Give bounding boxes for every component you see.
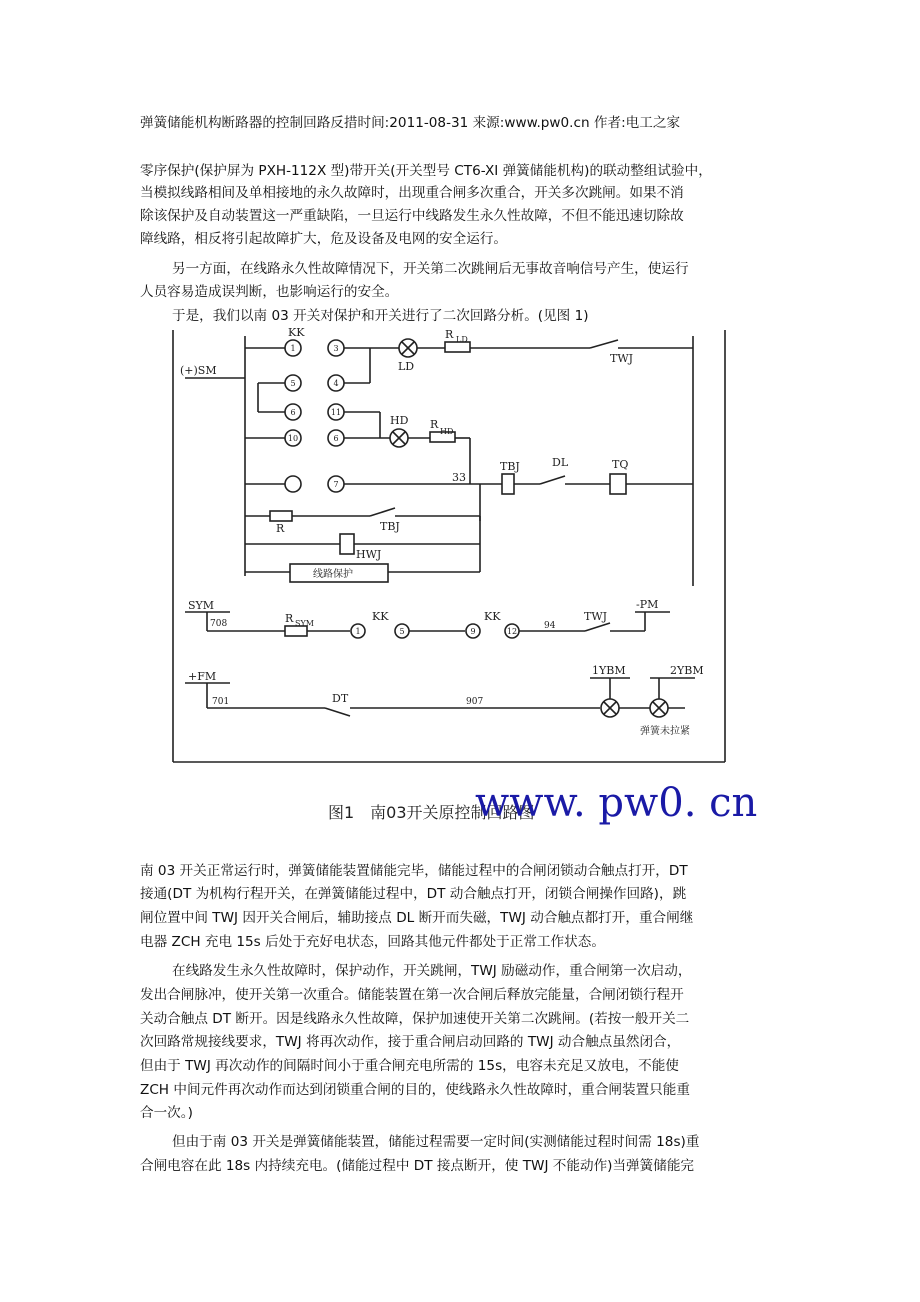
contact-num: 1	[355, 627, 361, 636]
body-line: 南 03 开关正常运行时，弹簧储能装置储能完毕，储能过程中的合闸闭锁动合触点打开，DT	[140, 863, 688, 879]
body-line: 在线路发生永久性故障时，保护动作，开关跳闸，TWJ 励磁动作，重合闸第一次启动，	[172, 963, 692, 979]
contact-num: 5	[399, 627, 405, 636]
label-rld-sub: LD	[456, 335, 468, 344]
resistor-r	[270, 511, 292, 521]
page-title: 弹簧储能机构断路器的控制回路反措时间:2011-08-31 来源:www.pw0.cn 作者:电工之家	[140, 115, 681, 131]
body-line: 合一次。)	[140, 1105, 193, 1121]
intro-line: 人员容易造成误判断，也影响运行的安全。	[140, 284, 399, 300]
label-rsym-sub: SYM	[295, 619, 314, 628]
watermark: www. pw0. cn	[475, 780, 758, 826]
contact-num: 12	[506, 627, 518, 636]
contact-num: 7	[333, 480, 339, 489]
body-line: 关动合触点 DT 断开。因是线路永久性故障，保护加速使开关第二次跳闸。(若按一般开关二	[140, 1011, 690, 1027]
label-spring-not-loaded: 弹簧未拉紧	[640, 726, 690, 737]
body-line: ZCH 中间元件再次动作而达到闭锁重合闸的目的，使线路永久性故障时，重合闸装置只能重	[140, 1082, 690, 1098]
contact-6c	[285, 476, 301, 492]
contact-twj2	[585, 623, 610, 631]
label-701: 701	[212, 697, 230, 707]
label-rhd: R	[430, 418, 439, 431]
label-hd: HD	[390, 414, 409, 427]
intro-line: 于是，我们以南 03 开关对保护和开关进行了二次回路分析。(见图 1)	[172, 308, 589, 324]
body-line: 次回路常规接线要求，TWJ 将再次动作，接于重合闸启动回路的 TWJ 动合触点虽然闭合，	[140, 1034, 681, 1050]
label-1ybm: 1YBM	[592, 664, 626, 677]
label-twj2: TWJ	[584, 610, 608, 623]
label-plus-fm: +FM	[188, 670, 217, 683]
label-2ybm: 2YBM	[670, 664, 704, 677]
body-line: 闸位置中间 TWJ 因开关合闸后，辅助接点 DL 断开而失磁，TWJ 动合触点都打开，重合闸继	[140, 910, 694, 926]
label-dl: DL	[552, 456, 569, 469]
label-r: R	[276, 522, 285, 535]
label-907: 907	[466, 697, 484, 707]
contact-num: 6	[333, 434, 339, 443]
label-hwj: HWJ	[356, 548, 382, 561]
relay-hwj	[340, 534, 354, 554]
label-twj: TWJ	[610, 352, 634, 365]
contact-num: 1	[290, 344, 296, 353]
relay-tbj	[502, 474, 514, 494]
label-sym: SYM	[188, 599, 215, 612]
coil-tq	[610, 474, 626, 494]
intro-line: 当模拟线路相间及单相接地的永久故障时，出现重合闸多次重合，开关多次跳闸。如果不消	[140, 185, 684, 201]
label-kk2: KK	[372, 610, 389, 623]
label-ld: LD	[398, 360, 415, 373]
body-line: 但由于南 03 开关是弹簧储能装置，储能过程需要一定时间(实测储能过程时间需 18s)重	[172, 1134, 700, 1150]
label-tbj2: TBJ	[380, 520, 400, 533]
body-line: 电器 ZCH 充电 15s 后处于充好电状态，回路其他元件都处于正常工作状态。	[140, 934, 605, 950]
label-minus-pm: -PM	[636, 598, 659, 611]
label-708: 708	[210, 619, 228, 629]
body-line: 接通(DT 为机构行程开关，在弹簧储能过程中，DT 动合触点打开，闭锁合闸操作回路)，跳	[140, 886, 687, 902]
contact-dt	[325, 708, 350, 716]
intro-line: 除该保护及自动装置这一严重缺陷，一旦运行中线路发生永久性故障，不但不能迅速切除故	[140, 208, 684, 224]
contact-num: 10	[287, 434, 299, 443]
figure-caption: 图1 南03开关原控制回路图	[328, 803, 535, 822]
label-rld: R	[445, 328, 454, 341]
label-94: 94	[544, 621, 556, 631]
label-kk3: KK	[484, 610, 501, 623]
intro-line: 另一方面，在线路永久性故障情况下，开关第二次跳闸后无事故音响信号产生，使运行	[172, 261, 689, 277]
label-kk: KK	[288, 326, 305, 339]
body-line: 但由于 TWJ 再次动作的间隔时间小于重合闸充电所需的 15s，电容未充足又放电，不能使	[140, 1058, 679, 1074]
circuit-figure	[140, 326, 775, 836]
label-tbj: TBJ	[500, 460, 520, 473]
intro-line: 障线路，相反将引起故障扩大，危及设备及电网的安全运行。	[140, 231, 508, 247]
contact-num: 5	[290, 379, 296, 388]
intro-line: 零序保护(保护屏为 PXH-112X 型)带开关(开关型号 CT6-XI 弹簧储能机构)的联动整组试验中，	[140, 163, 712, 179]
contact-dl	[540, 476, 565, 484]
label-plus-sm: (+)SM	[180, 364, 217, 377]
contact-num: 6	[290, 408, 296, 417]
body-line: 合闸电容在此 18s 内持续充电。(储能过程中 DT 接点断开，使 TWJ 不能动作)当弹簧储能完	[140, 1158, 695, 1174]
label-rhd-sub: HD	[440, 427, 454, 436]
contact-tbj2	[370, 508, 395, 516]
contact-num: 9	[470, 627, 476, 636]
label-rsym: R	[285, 612, 294, 625]
label-tq: TQ	[612, 458, 629, 471]
contact-num: 4	[333, 379, 339, 388]
contact-num: 3	[333, 344, 339, 353]
contact-num: 11	[330, 408, 342, 417]
contact-twj	[590, 340, 618, 348]
label-dt: DT	[332, 692, 349, 705]
label-33: 33	[452, 471, 466, 484]
label-line-protection: 线路保护	[313, 569, 353, 580]
body-line: 发出合闸脉冲，使开关第一次重合。储能装置在第一次合闸后释放完能量，合闸闭锁行程开	[140, 987, 684, 1003]
